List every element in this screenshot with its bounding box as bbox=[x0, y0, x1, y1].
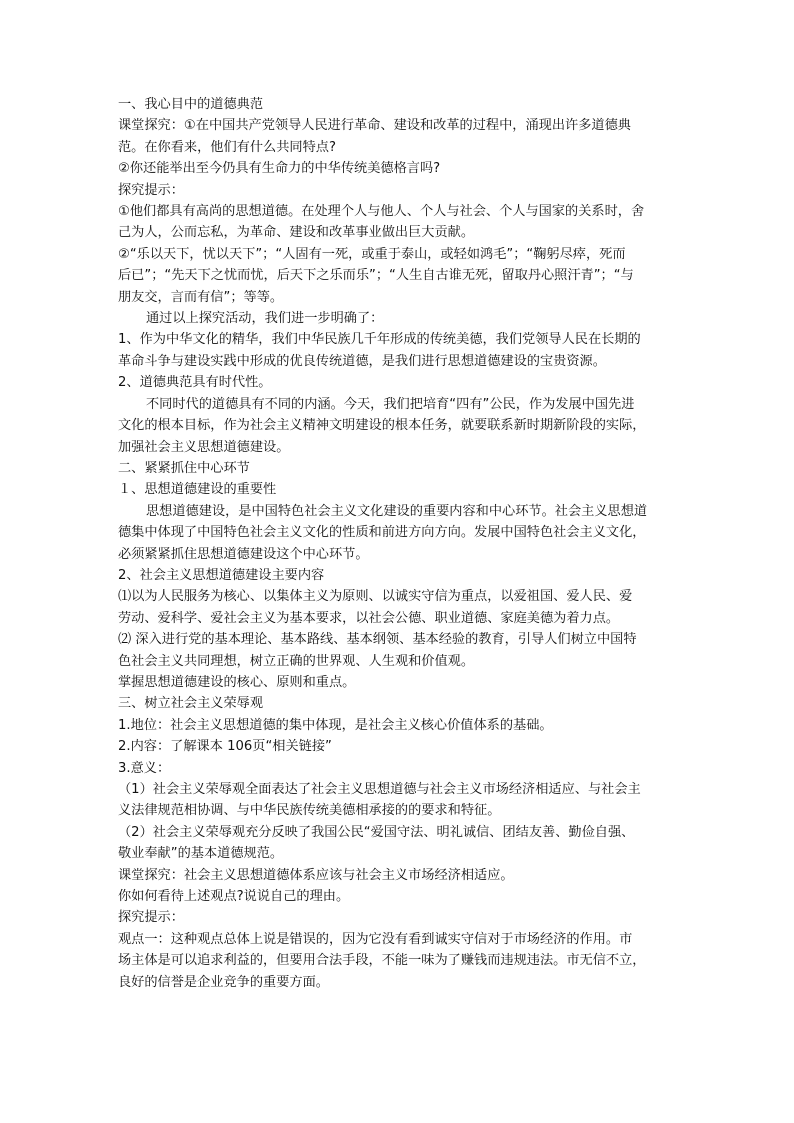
text-line: 探究提示： bbox=[118, 910, 184, 926]
section-heading-2: 二、紧紧抓住中心环节 bbox=[118, 460, 250, 476]
text-line: 探究提示： bbox=[118, 182, 184, 198]
text-line: （2）社会主义荣辱观充分反映了我国公民“爱国守法、明礼诚信、团结友善、勤俭自强、 bbox=[118, 824, 635, 840]
text-line: 后已”；“先天下之忧而忧，后天下之乐而乐”；“人生自古谁无死，留取丹心照汗青”；“与 bbox=[118, 268, 634, 284]
text-line: 范。在你看来，他们有什么共同特点? bbox=[118, 139, 336, 155]
text-line: 1.地位：社会主义思想道德的集中体现，是社会主义核心价值体系的基础。 bbox=[118, 717, 553, 733]
text-line: 不同时代的道德具有不同的内涵。今天，我们把培育“四有”公民，作为发展中国先进 bbox=[146, 396, 635, 412]
section-heading-3: 三、树立社会主义荣辱观 bbox=[118, 696, 264, 712]
text-line: 敬业奉献”的基本道德规范。 bbox=[118, 846, 284, 862]
text-line: ①他们都具有高尚的思想道德。在处理个人与他人、个人与社会、个人与国家的关系时，舍 bbox=[118, 204, 645, 220]
text-line: 朋友交，言而有信”；等等。 bbox=[118, 289, 284, 305]
text-line: 色社会主义共同理想，树立正确的世界观、人生观和价值观。 bbox=[118, 653, 475, 669]
text-line: 3.意义： bbox=[118, 760, 171, 776]
section-heading-1: 一、我心目中的道德典范 bbox=[118, 97, 264, 112]
text-line: 思想道德建设，是中国特色社会主义文化建设的重要内容和中心环节。社会主义思想道 bbox=[146, 503, 648, 519]
text-line: 必须紧紧抓住思想道德建设这个中心环节。 bbox=[118, 546, 369, 562]
text-line: 良好的信誉是企业竞争的重要方面。 bbox=[118, 974, 329, 990]
text-line: 革命斗争与建设实践中形成的优良传统道德，是我们进行思想道德建设的宝贵资源。 bbox=[118, 353, 606, 369]
text-line: 加强社会主义思想道德建设。 bbox=[118, 439, 290, 455]
text-line: 场主体是可以追求利益的，但要用合法手段，不能一味为了赚钱而违规违法。市无信不立， bbox=[118, 953, 646, 969]
text-line: ②你还能举出至今仍具有生命力的中华传统美德格言吗? bbox=[118, 161, 441, 177]
text-line: 2.内容：了解课本 106页“相关链接” bbox=[118, 739, 332, 755]
text-line: １、思想道德建设的重要性 bbox=[118, 482, 277, 498]
text-line: 观点一：这种观点总体上说是错误的，因为它没有看到诚实守信对于市场经济的作用。市 bbox=[118, 931, 633, 947]
text-line: 文化的根本目标，作为社会主义精神文明建设的根本任务，就要联系新时期新阶段的实际， bbox=[118, 418, 646, 434]
text-line: 2、社会主义思想道德建设主要内容 bbox=[118, 567, 325, 583]
text-line: （1）社会主义荣辱观全面表达了社会主义思想道德与社会主义市场经济相适应、与社会主 bbox=[118, 782, 641, 797]
text-line: 课堂探究：①在中国共产党领导人民进行革命、建设和改革的过程中，涌现出许多道德典 bbox=[118, 118, 631, 134]
text-line: 劳动、爱科学、爱社会主义为基本要求，以社会公德、职业道德、家庭美德为着力点。 bbox=[118, 610, 620, 626]
text-line: 你如何看待上述观点?说说自己的理由。 bbox=[118, 889, 350, 905]
text-line: ⑴以为人民服务为核心、以集体主义为原则、以诚实守信为重点，以爱祖国、爱人民、爱 bbox=[118, 589, 633, 605]
text-line: 2、道德典范具有时代性。 bbox=[118, 375, 272, 391]
text-line: 1、作为中华文化的精华，我们中华民族几千年形成的传统美德，我们党领导人民在长期的 bbox=[118, 332, 641, 348]
text-line: ⑵ 深入进行党的基本理论、基本路线、基本纲领、基本经验的教育，引导人们树立中国特 bbox=[118, 632, 637, 648]
text-line: 己为人，公而忘私，为革命、建设和改革事业做出巨大贡献。 bbox=[118, 225, 475, 241]
text-line: 课堂探究：社会主义思想道德体系应该与社会主义市场经济相适应。 bbox=[118, 867, 514, 883]
text-line: 通过以上探究活动，我们进一步明确了： bbox=[146, 311, 384, 327]
text-line: 掌握思想道德建设的核心、原则和重点。 bbox=[118, 674, 356, 690]
text-line: 德集中体现了中国特色社会主义文化的性质和前进方向方向。发展中国特色社会主义文化， bbox=[118, 525, 646, 541]
text-line: ②“乐以天下，忧以天下”；“人固有一死，或重于泰山，或轻如鸿毛”；“鞠躬尽瘁，死而 bbox=[118, 246, 626, 262]
document-body bbox=[118, 94, 680, 993]
text-line: 义法律规范相协调、与中华民族传统美德相承接的的要求和特征。 bbox=[118, 803, 501, 819]
